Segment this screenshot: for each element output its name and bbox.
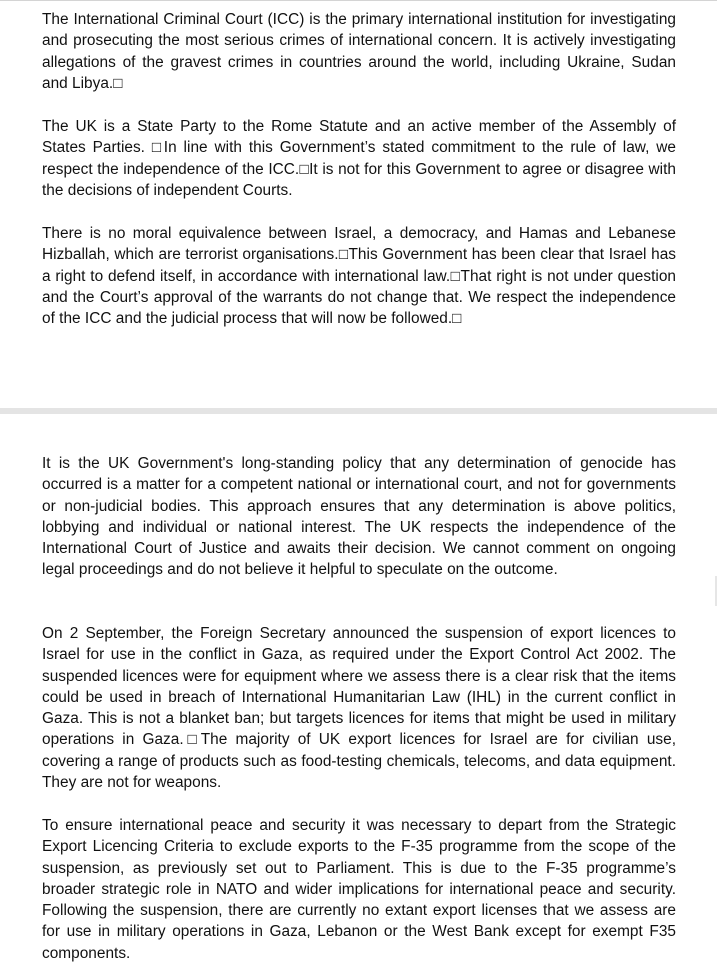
paragraph-uk-state-party: The UK is a State Party to the Rome Statute and an active member of the Assembly of States Parties. □In line with this Government’s stated commitment to the rule of law, we respect the independence of the ICC.□It is not for this Government to agree or disagree with the decisions of independent Courts.	[42, 118, 676, 199]
document-page-2	[0, 414, 717, 969]
document-page-1	[0, 0, 717, 409]
paragraph-icc-role: The International Criminal Court (ICC) is the primary international institution for investigating and prosecuting the most serious crimes of international concern. It is actively investigating allegations of the gravest crimes in countries around the world, including Ukraine, Sudan and Libya.□	[42, 11, 676, 92]
paragraph-moral-equivalence: There is no moral equivalence between Israel, a democracy, and Hamas and Lebanese Hizballah, which are terrorist organisations.□This Government has been clear that Israel has a right to defend itself, in accordance with international law.□That right is not under question and the Court’s approval of the warrants do not change that. We respect the independence of the ICC and the judicial process that will now be followed.□	[42, 225, 676, 328]
paragraph-genocide-policy: It is the UK Government's long-standing policy that any determination of genocide has occurred is a matter for a competent national or international court, and not for governments or non-judicial bodies. This approach ensures that any determination is above politics, lobbying and individual or national interest. The UK respects the independence of the International Court of Justice and awaits their decision. We cannot comment on ongoing legal proceedings and do not believe it helpful to speculate on the outcome.	[42, 455, 676, 579]
paragraph-f35-exemption: To ensure international peace and security it was necessary to depart from the Strategic Export Licencing Criteria to exclude exports to the F-35 programme from the scope of the suspension, as previously set out to Parliament. This is due to the F-35 programme’s broader strategic role in NATO and wider implications for international peace and security. Following the suspension, there are currently no extant export licenses that we assess are for use in military operations in Gaza, Lebanon or the West Bank except for exempt F35 components.	[42, 817, 676, 962]
paragraph-export-suspension: On 2 September, the Foreign Secretary announced the suspension of export licences to Israel for use in the conflict in Gaza, as required under the Export Control Act 2002. The suspended licences were for equipment where we assess there is a clear risk that the items could be used in breach of International Humanitarian Law (IHL) in the current conflict in Gaza. This is not a blanket ban; but targets licences for items that might be used in military operations in Gaza.□The majority of UK export licences for Israel are for civilian use, covering a range of products such as food-testing chemicals, telecoms, and data equipment. They are not for weapons.	[42, 625, 676, 792]
